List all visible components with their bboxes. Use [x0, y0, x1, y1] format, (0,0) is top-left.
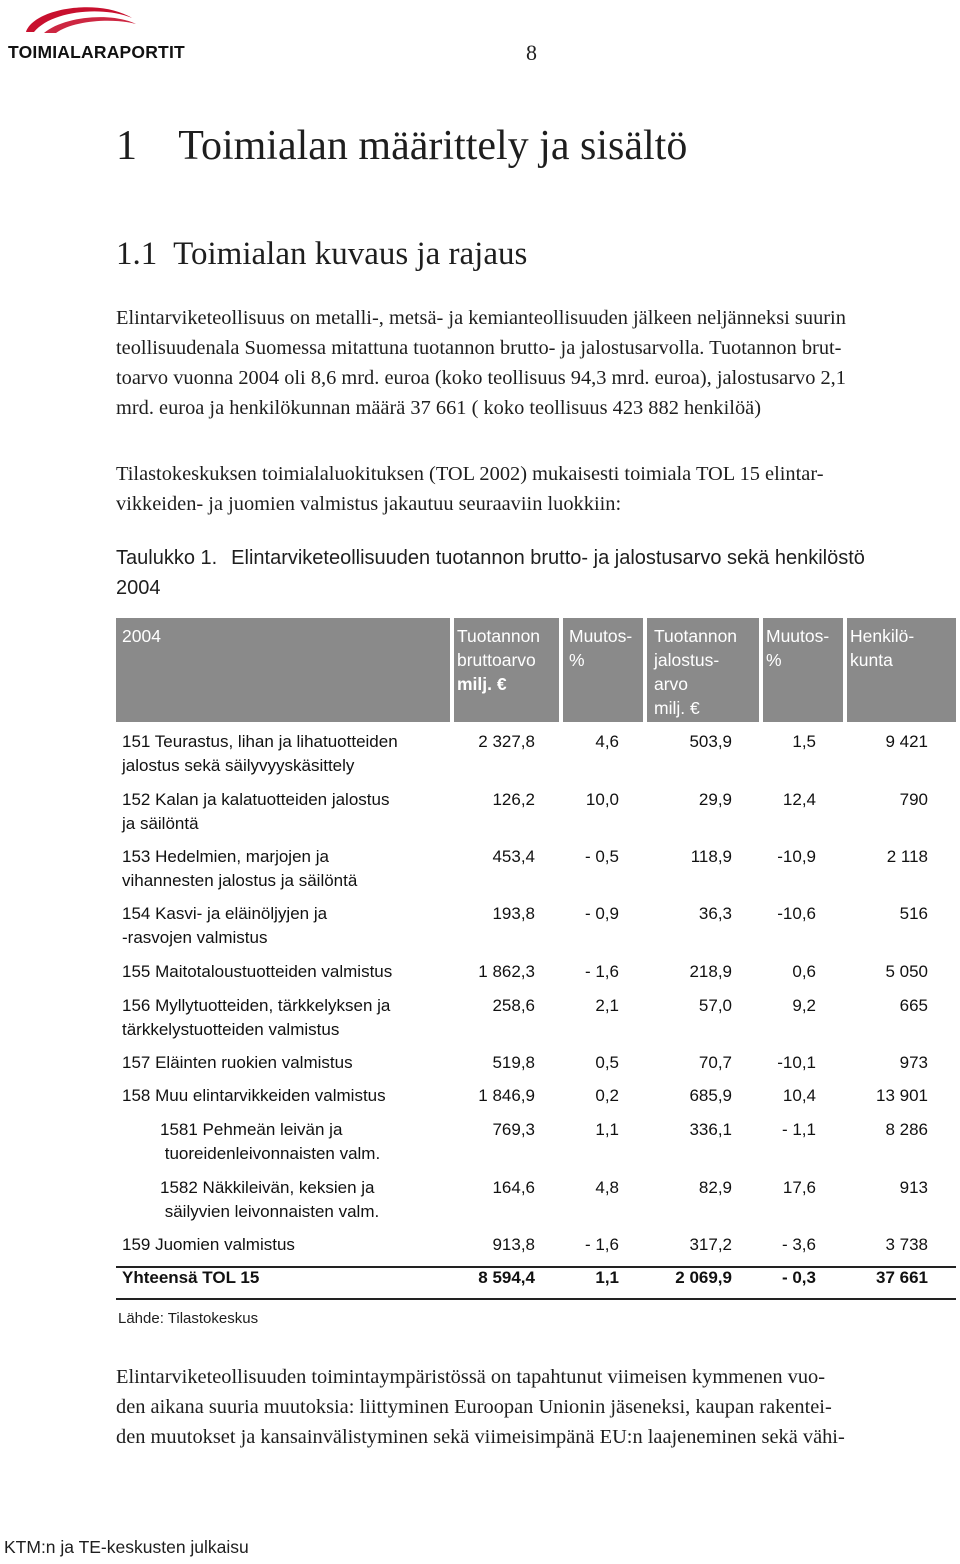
row-label-line: ja säilöntä [122, 814, 199, 833]
header-line: Muutos- [766, 626, 830, 646]
cell-henkilokunta: 3 738 [885, 1235, 928, 1254]
cell-muutos-2: - 3,6 [781, 1235, 816, 1254]
cell-muutos-2: -10,1 [777, 1053, 816, 1072]
paragraph-line: vikkeiden- ja juomien valmistus jakautuu seuraaviin luokkiin: [116, 493, 622, 515]
logo-text: TOIMIALARAPORTIT [8, 42, 185, 62]
cell-bruttoarvo: 126,2 [492, 790, 535, 809]
section-heading: 1.1 Toimialan kuvaus ja rajaus [116, 236, 528, 272]
header-line: arvo [654, 674, 689, 694]
cell-bruttoarvo: 164,6 [492, 1178, 535, 1197]
cell-muutos-1: - 0,9 [584, 904, 619, 923]
paragraph-line: mrd. euroa ja henkilökunnan määrä 37 661 ( koko teollisuus 423 882 henkilöä) [116, 397, 761, 419]
row-label: Yhteensä TOL 15 [122, 1268, 260, 1287]
cell-jalostusarvo: 29,9 [698, 790, 732, 809]
cell-bruttoarvo: 913,8 [492, 1235, 535, 1254]
cell-muutos-2: - 1,1 [781, 1120, 816, 1139]
production-table [116, 618, 956, 1302]
cell-muutos-1: 0,2 [595, 1086, 619, 1105]
cell-muutos-2: 12,4 [782, 790, 816, 809]
cell-muutos-1: - 1,6 [584, 1235, 619, 1254]
table-source: Lähde: Tilastokeskus [118, 1310, 259, 1327]
row-label [122, 1051, 353, 1075]
logo-swoosh-icon [4, 2, 174, 42]
header-line: bruttoarvo [457, 650, 536, 670]
paragraph-line: Elintarviketeollisuus on metalli-, metsä- ja kemianteollisuuden jälkeen neljänneksi suurin [116, 307, 846, 329]
cell-jalostusarvo: 70,7 [698, 1053, 732, 1072]
cell-muutos-1: 0,5 [595, 1053, 619, 1072]
header-line: milj. € [457, 674, 507, 694]
cell-jalostusarvo: 36,3 [698, 904, 732, 923]
cell-muutos-1: 4,6 [595, 732, 619, 751]
cell-bruttoarvo: 8 594,4 [478, 1268, 535, 1287]
row-label [122, 1084, 386, 1108]
cell-muutos-1: - 0,5 [584, 847, 619, 866]
row-label-line: 152 Kalan ja kalatuotteiden jalostus [122, 790, 390, 809]
row-label-line: tuoreidenleivonnaisten valm. [160, 1144, 381, 1163]
cell-henkilokunta: 913 [899, 1178, 928, 1197]
paragraph-line: den aikana suuria muutoksia: liittyminen Euroopan Unionin jäseneksi, kaupan rakentei- [116, 1396, 832, 1418]
header-line: jalostus- [654, 650, 720, 670]
cell-muutos-2: -10,9 [777, 847, 816, 866]
cell-henkilokunta: 973 [899, 1053, 928, 1072]
header-year: 2004 [122, 626, 161, 646]
header-muutos-1 [569, 624, 632, 672]
paragraph-line: teollisuudenala Suomessa mitattuna tuotannon brutto- ja jalostusarvolla. Tuotannon brut- [116, 337, 842, 359]
paragraph-line: Elintarviketeollisuuden toimintaympäristössä on tapahtunut viimeisen kymmenen vuo- [116, 1366, 826, 1388]
cell-bruttoarvo: 2 327,8 [478, 732, 535, 751]
cell-jalostusarvo: 218,9 [689, 962, 732, 981]
classification-paragraph [116, 459, 952, 519]
cell-henkilokunta: 13 901 [876, 1086, 928, 1105]
row-label-line: 155 Maitotaloustuotteiden valmistus [122, 962, 393, 981]
cell-muutos-2: 10,4 [782, 1086, 816, 1105]
row-label-line: säilyvien leivonnaisten valm. [160, 1202, 380, 1221]
header-line: Tuotannon [457, 626, 541, 646]
cell-muutos-1: - 1,6 [584, 962, 619, 981]
row-label-line: jalostus sekä säilyvyyskäsittely [122, 756, 355, 775]
table-total-row [116, 1266, 956, 1302]
header-line: milj. € [654, 698, 700, 718]
cell-muutos-2: - 0,3 [781, 1268, 816, 1287]
table-caption [116, 543, 865, 603]
cell-bruttoarvo: 193,8 [492, 904, 535, 923]
cell-bruttoarvo: 1 862,3 [478, 962, 535, 981]
row-label-line: 1581 Pehmeän leivän ja [160, 1120, 343, 1139]
header-cell-bg [116, 618, 450, 722]
closing-paragraph [116, 1362, 952, 1452]
cell-bruttoarvo: 769,3 [492, 1120, 535, 1139]
header-line: Henkilö- [850, 626, 915, 646]
cell-muutos-2: 1,5 [792, 732, 816, 751]
cell-henkilokunta: 5 050 [885, 962, 928, 981]
cell-bruttoarvo: 258,6 [492, 996, 535, 1015]
cell-jalostusarvo: 118,9 [690, 847, 732, 866]
header-jalostusarvo [654, 624, 737, 720]
cell-jalostusarvo: 503,9 [689, 732, 732, 751]
cell-henkilokunta: 2 118 [886, 847, 928, 866]
row-label [122, 788, 389, 836]
header-line: % [569, 650, 585, 670]
row-label-line: 1582 Näkkileivän, keksien ja [160, 1178, 375, 1197]
row-label-line: 159 Juomien valmistus [122, 1235, 295, 1254]
row-label [122, 960, 392, 984]
row-label-line: 156 Myllytuotteiden, tärkkelyksen ja [122, 996, 391, 1015]
cell-jalostusarvo: 2 069,9 [675, 1268, 732, 1287]
paragraph-line: Tilastokeskuksen toimialaluokituksen (TOL 2002) mukaisesti toimiala TOL 15 elintar- [116, 463, 824, 485]
cell-muutos-2: 9,2 [792, 996, 816, 1015]
intro-paragraph [116, 303, 952, 423]
cell-henkilokunta: 516 [899, 904, 928, 923]
row-label [122, 994, 390, 1042]
cell-jalostusarvo: 82,9 [698, 1178, 732, 1197]
row-label-line: 154 Kasvi- ja eläinöljyjen ja [122, 904, 328, 923]
cell-jalostusarvo: 57,0 [698, 996, 732, 1015]
header-henkilokunta [850, 624, 914, 672]
cell-muutos-1: 10,0 [585, 790, 619, 809]
cell-muutos-1: 2,1 [595, 996, 619, 1015]
row-label [122, 1233, 295, 1257]
footer-publisher: KTM:n ja TE-keskusten julkaisu [4, 1537, 249, 1557]
header-muutos-2 [766, 624, 829, 672]
cell-muutos-2: 0,6 [792, 962, 816, 981]
row-label-line: 153 Hedelmien, marjojen ja [122, 847, 329, 866]
header-line: % [766, 650, 782, 670]
cell-muutos-2: -10,6 [777, 904, 816, 923]
row-label [122, 845, 357, 893]
header-bruttoarvo [457, 624, 540, 696]
cell-bruttoarvo: 1 846,9 [478, 1086, 535, 1105]
chapter-heading: 1 Toimialan määrittely ja sisältö [116, 123, 688, 169]
caption-label: Taulukko 1. [116, 547, 218, 569]
row-label-line: 158 Muu elintarvikkeiden valmistus [122, 1086, 386, 1105]
cell-bruttoarvo: 519,8 [492, 1053, 535, 1072]
cell-henkilokunta: 665 [899, 996, 928, 1015]
cell-muutos-2: 17,6 [782, 1178, 816, 1197]
cell-jalostusarvo: 685,9 [689, 1086, 732, 1105]
cell-henkilokunta: 9 421 [885, 732, 928, 751]
table-bottom-border [116, 1298, 956, 1300]
row-label-line: tärkkelystuotteiden valmistus [122, 1020, 340, 1039]
row-label-line: -rasvojen valmistus [122, 928, 268, 947]
cell-henkilokunta: 37 661 [876, 1268, 928, 1287]
cell-jalostusarvo: 317,2 [689, 1235, 732, 1254]
cell-muutos-1: 1,1 [595, 1268, 619, 1287]
row-label [160, 1176, 379, 1224]
cell-jalostusarvo: 336,1 [689, 1120, 732, 1139]
caption-title: Elintarviketeollisuuden tuotannon brutto- ja jalostusarvo sekä henkilöstö [231, 547, 865, 569]
header-line: Muutos- [569, 626, 633, 646]
row-label-line: vihannesten jalostus ja säilöntä [122, 871, 358, 890]
cell-henkilokunta: 8 286 [885, 1120, 928, 1139]
cell-henkilokunta: 790 [899, 790, 928, 809]
header-line: kunta [850, 650, 893, 670]
caption-year: 2004 [116, 577, 161, 599]
cell-muutos-1: 4,8 [595, 1178, 619, 1197]
paragraph-line: toarvo vuonna 2004 oli 8,6 mrd. euroa (koko teollisuus 94,3 mrd. euroa), jalostusarvo 2,1 [116, 367, 846, 389]
cell-muutos-1: 1,1 [595, 1120, 619, 1139]
header-line: Tuotannon [654, 626, 738, 646]
paragraph-line: den muutokset ja kansainvälistyminen sekä viimeisimpänä EU:n laajeneminen sekä vähi- [116, 1426, 845, 1448]
toimialaraportit-logo [4, 2, 185, 64]
row-label [160, 1118, 380, 1166]
page-number: 8 [526, 40, 537, 65]
row-label [122, 902, 327, 950]
cell-bruttoarvo: 453,4 [492, 847, 535, 866]
row-label [122, 730, 398, 778]
row-label-line: 157 Eläinten ruokien valmistus [122, 1053, 353, 1072]
row-label-line: 151 Teurastus, lihan ja lihatuotteiden [122, 732, 398, 751]
